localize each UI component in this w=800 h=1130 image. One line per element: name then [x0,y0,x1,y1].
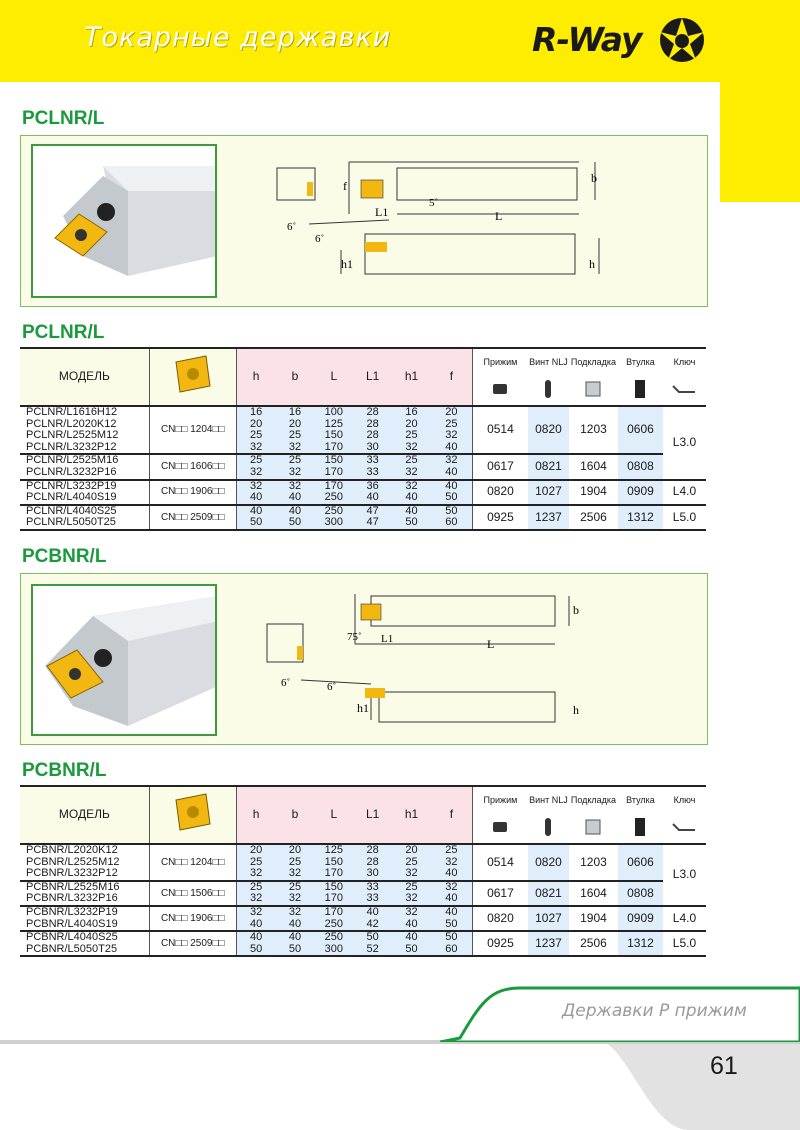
table-title-pclnr: PCLNR/L [22,322,105,343]
acc-header-shim: Подкладка [570,357,617,368]
svg-text:6˚: 6˚ [281,677,291,689]
acc-header-clamp: Прижим [483,795,518,806]
key-icon [663,815,706,844]
table-row: PCLNR/L1616H12 CN□□ 1204□□ 16 16 100 28 16 20 0514 0820 1203 0606 L3.0 [20,406,706,419]
svg-text:6˚: 6˚ [315,233,325,245]
page-number: 61 [710,1052,738,1080]
svg-text:h1: h1 [341,257,353,271]
group-insert: CN□□ 1204□□ [149,406,236,454]
table-row: PCBNR/L5050T25 50 50 300 52 50 60 [20,944,706,957]
table-row: PCLNR/L3232P16 32 32 170 33 32 40 [20,467,706,480]
group-insert: CN□□ 2509□□ [149,505,236,530]
pclnr-tool-photo [31,144,217,298]
svg-text:h: h [573,703,579,717]
screw-icon [528,377,569,406]
pclnr-dimension-drawing [269,154,629,304]
table-row: PCBNR/L3232P12 32 32 170 30 32 40 [20,868,706,881]
table-row: PCBNR/L2525M12 25 25 150 28 25 32 [20,857,706,869]
col-header-h1: h1 [392,348,431,406]
col-header-model: МОДЕЛЬ [20,348,149,406]
group-insert: CN□□ 2509□□ [149,931,236,956]
table-row: PCBNR/L4040S19 40 40 250 42 40 50 [20,919,706,932]
acc-header-sleeve: Втулка [626,357,655,368]
col-header-h: h [236,786,275,844]
acc-header-sleeve: Втулка [626,795,655,806]
table-row: PCLNR/L2525M16 CN□□ 1606□□ 25 25 150 33 25 32 0617 0821 1604 0808 [20,454,706,467]
pclnr-drawing-box [20,135,708,307]
footer-tagline: Державки P прижим [562,1001,747,1021]
acc-header-shim: Подкладка [570,795,617,806]
table-row: PCLNR/L3232P12 32 32 170 30 32 40 [20,442,706,455]
col-header-l1: L1 [353,786,392,844]
svg-text:6˚: 6˚ [327,681,337,693]
col-header-f: f [431,348,472,406]
col-header-b: b [276,786,315,844]
group-insert: CN□□ 1506□□ [149,881,236,906]
svg-text:b: b [573,603,579,617]
group-insert: CN□□ 1606□□ [149,454,236,479]
col-header-h1: h1 [392,786,431,844]
insert-icon [170,352,216,398]
acc-header-screw: Винт NLJ [529,795,568,806]
pcbnr-tool-photo [31,584,217,736]
col-header-l: L [314,348,353,406]
svg-text:L1: L1 [381,633,394,645]
svg-text:h: h [589,257,595,271]
pcbnr-spec-table [20,785,706,957]
group-insert: CN□□ 1906□□ [149,480,236,505]
screw-icon [528,815,569,844]
table-row: PCLNR/L2020K12 20 20 125 28 20 25 [20,419,706,431]
table-row: PCBNR/L2020K12 CN□□ 1204□□ 20 20 125 28 20 25 0514 0820 1203 0606 L3.0 [20,844,706,857]
col-header-f: f [431,786,472,844]
table-title-pcbnr: PCBNR/L [22,760,107,781]
pcbnr-drawing-box [20,573,708,745]
col-header-h: h [236,348,275,406]
svg-text:L1: L1 [375,205,389,219]
acc-header-screw: Винт NLJ [529,357,568,368]
sleeve-icon [618,815,663,844]
shim-icon [569,377,618,406]
table-row: PCBNR/L2525M16 CN□□ 1506□□ 25 25 150 33 25 32 0617 0821 1604 0808 [20,881,706,894]
table-row: PCLNR/L3232P19 CN□□ 1906□□ 32 32 170 36 32 40 0820 1027 1904 0909 L4.0 [20,480,706,493]
clamp-icon [472,377,528,406]
insert-icon [170,790,216,836]
col-header-b: b [276,348,315,406]
svg-text:b: b [591,171,597,185]
svg-text:5˚: 5˚ [429,197,439,209]
group-insert: CN□□ 1906□□ [149,906,236,931]
svg-text:L: L [495,209,503,223]
acc-header-key: Ключ [673,795,696,806]
table-row: PCLNR/L5050T25 50 50 300 47 50 60 [20,517,706,530]
group-insert: CN□□ 1204□□ [149,844,236,881]
svg-text:f: f [343,179,347,193]
key-icon [663,377,706,406]
clamp-icon [472,815,528,844]
shim-icon [569,815,618,844]
footer-decoration [0,1040,800,1130]
col-header-model: МОДЕЛЬ [20,786,149,844]
svg-text:L: L [487,637,495,651]
section-title-pcbnr: PCBNR/L [22,546,107,567]
table-row: PCBNR/L3232P19 CN□□ 1906□□ 32 32 170 40 32 40 0820 1027 1904 0909 L4.0 [20,906,706,919]
sleeve-icon [618,377,663,406]
svg-text:h1: h1 [357,701,369,715]
insert-image [149,348,236,406]
table-row: PCBNR/L4040S25 CN□□ 2509□□ 40 40 250 50 40 50 0925 1237 2506 1312 L5.0 [20,931,706,944]
brand-logo-mark-icon [656,14,708,66]
table-row: PCLNR/L2525M12 25 25 150 28 25 32 [20,430,706,442]
section-title-pclnr: PCLNR/L [22,108,105,129]
acc-header-key: Ключ [673,357,696,368]
col-header-l: L [314,786,353,844]
brand-logo-text: R-Way [532,20,642,59]
header-title: Токарные державки [84,22,392,53]
acc-header-clamp: Прижим [483,357,518,368]
pcbnr-dimension-drawing [261,588,621,738]
table-row: PCLNR/L4040S19 40 40 250 40 40 50 [20,492,706,505]
brand-logo [532,20,642,59]
table-row: PCBNR/L3232P16 32 32 170 33 32 40 [20,893,706,906]
header-side-band [720,82,800,202]
svg-text:6˚: 6˚ [287,221,297,233]
insert-image [149,786,236,844]
col-header-l1: L1 [353,348,392,406]
pclnr-spec-table [20,347,706,531]
table-row: PCLNR/L4040S25 CN□□ 2509□□ 40 40 250 47 40 50 0925 1237 2506 1312 L5.0 [20,505,706,518]
svg-text:75˚: 75˚ [347,631,362,643]
